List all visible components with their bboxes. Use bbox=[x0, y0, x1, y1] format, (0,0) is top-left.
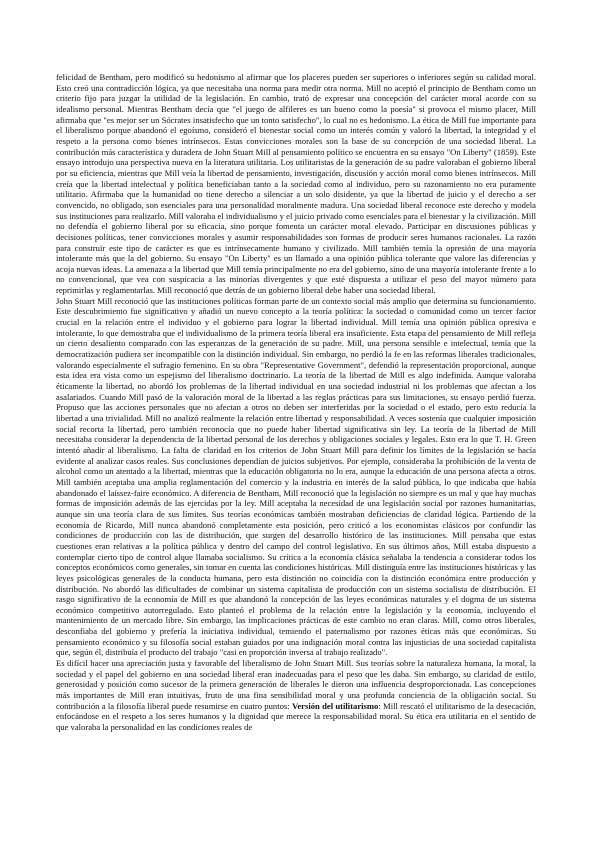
paragraph-text: felicidad de Bentham, pero modificó su hedonismo al afirmar que los placeres pueden ser superiores o inferiores según su calidad moral. Esto creó una contradicción lógica, ya que necesitaba una norma para medir otra norma. Mill no aceptó el principio de Bentham como un criterio fijo para juzgar la utilidad de la legislación. En cambio, trató de expresar una concepción del carácter moral acorde con su idealismo personal. Mientras Bentham decía que "el juego de alfileres es tan bueno como la poesía" si provoca el mismo placer, Mill afirmaba que "es mejor ser un Sócrates insatisfecho que un tonto satisfecho", lo cual no es hedonismo. La ética de Mill fue importante para el liberalismo porque abandonó el egoísmo, consideró el bienestar social como un interés común y valoró la libertad, la integridad y el respeto a la persona como bienes intrínsecos. Estas convicciones morales son la base de su concepción de una sociedad liberal. La contribución más característica y duradera de John Stuart Mill al pensamiento político se encuentra en su ensayo "On Liberty" (1859). Este ensayo introdujo una perspectiva nueva en la literatura utilitaria. Los utilitaristas de la generación de su padre valoraban el gobierno liberal por su eficiencia, mientras que Mill veía la libertad de pensamiento, investigación, discusión y acción moral como bienes intrínsecos. Mill creía que la libertad intelectual y política beneficiaban tanto a la sociedad como al individuo, pero su razonamiento no era puramente utilitario. Afirmaba que la humanidad no tiene derecho a silenciar a un solo disidente, ya que la libertad de juicio y el derecho a ser convencido, no obligado, son esenciales para una personalidad moralmente madura. Una sociedad liberal reconoce este derecho y modela sus instituciones para realizarlo. Mill valoraba el individualismo y el juicio privado como esenciales para el bienestar y la civilización. Mill no defendía el gobierno liberal por su eficacia, sino porque fomenta un carácter moral elevado. Participar en discusiones públicas y decisiones políticas, tener convicciones morales y asumir responsabilidades son formas de producir seres humanos racionales. La razón para construir este tipo de carácter es que es intrínsecamente humano y civilizado. Mill también temía la opresión de una mayoría intolerante más que la del gobierno. Su ensayo "On Liberty" es un llamado a una opinión pública tolerante que valore las diferencias y acoja nuevas ideas. La amenaza a la libertad que Mill temía principalmente no era del gobierno, sino de una mayoría intolerante frente a lo no convencional, que vea con suspicacia a las minorías divergentes y que esté dispuesta a utilizar el peso del mayor número para reprimirlas y reglamentarlas. Mill reconoció que detrás de un gobierno liberal debe haber una sociedad liberal. bbox=[56, 72, 536, 296]
paragraph-appreciation bbox=[56, 658, 536, 733]
bold-term: Versión del utilitarismo bbox=[291, 700, 379, 711]
document-page bbox=[56, 72, 536, 733]
paragraph-text: John Stuart Mill reconoció que las instituciones políticas forman parte de un contexto social más amplio que determina su funcionamiento. Este descubrimiento fue significativo y añadió un nuevo concepto a la teoría política: la sociedad o comunidad como un tercer factor crucial en la relación entre el individuo y el gobierno para lograr la libertad individual. Mill temía una opinión pública opresiva e intolerante, lo que demostraba que el individualismo de la primera teoría liberal era insuficiente. Esta etapa del pensamiento de Mill refleja un cierto desaliento comparado con las esperanzas de la generación de su padre. Mill, una persona sensible e intelectual, temía que la democratización pudiera ser incompatible con la distinción individual. Sin embargo, no perdió la fe en las reformas liberales tradicionales, valorando especialmente el sufragio femenino. En su obra "Representative Government", defendió la representación proporcional, aunque esta idea era vista como un espejismo del liberalismo doctrinario. La teoría de la libertad de Mill es algo indefinida. Aunque valoraba éticamente la libertad, no abordó los problemas de la libertad individual en una sociedad industrial ni los problemas que afectan a los asalariados. Cuando Mill pasó de la valoración moral de la libertad a las reglas prácticas para sus limitaciones, su ensayo perdió fuerza. Propuso que las acciones personales que no afectan a otros no deben ser interferidas por la sociedad o el estado, pero esto reducía la libertad a una trivialidad. Mill no analizó realmente la relación entre libertad y responsabilidad. A veces sostenía que cualquier imposición social recorta la libertad, pero también reconocía que no puede haber libertad significativa sin ley. La teoría de la libertad de Mill necesitaba considerar la dependencia de la libertad personal de los derechos y obligaciones sociales y legales. Esto era lo que T. H. Green intentó añadir al liberalismo. La falta de claridad en los criterios de John Stuart Mill para definir los límites de la legislación se hacía evidente al analizar casos reales. Sus conclusiones dependían de juicios subjetivos. Por ejemplo, consideraba la prohibición de la venta de alcohol como un atentado a la libertad, mientras que la educación obligatoria no lo era, aunque la educación de una persona afecta a otros. Mill también aceptaba una amplia reglamentación del comercio y la industria en interés de la salud pública, lo que indicaba que había abandonado el laissez-faire económico. A diferencia de Bentham, Mill reconoció que la legislación no siempre es un mal y que hay muchas formas de imposición además de las ejercidas por la ley. Mill aceptaba la necesidad de una legislación social por razones humanitarias, aunque sin una teoría clara de sus límites. Sus teorías económicas también mostraban deficiencias de claridad lógica. Partiendo de la economía de Ricardo, Mill nunca abandonó completamente esta posición, pero criticó a los economistas clásicos por confundir las condiciones de producción con las de distribución, que surgen del desarrollo histórico de las instituciones. Mill pensaba que estas cuestiones eran relativas a la política pública y dentro del campo del control legislativo. En sus últimos años, Mill estaba dispuesto a contemplar cierto tipo de control alque llamaba socialismo. Su crítica a la economía clásica señalaba la tendencia a considerar todos los conceptos económicos como generales, sin tomar en cuenta las condiciones históricas. Mill distinguía entre las instituciones históricas y las leyes psicológicas generales de la conducta humana, pero esta distinción no coincidía con la distinción económica entre producción y distribución. No abordó las dificultades de combinar un sistema capitalista de producción con un sistema socialista de distribución. El rasgo significativo de la economía de Mill es que abandonó la concepción de las leyes económicas naturales y el dogma de un sistema económico competitivo autorregulado. Esto planteó el problema de la relación entre la legislación y la economía, incluyendo el mantenimiento de un mercado libre. Sin embargo, las implicaciones prácticas de este cambio no eran claras. Mill, como otros liberales, desconfiaba del gobierno y prefería la iniciativa individual, temiendo el paternalismo por razones éticas más que económicas. Su pensamiento económico y su filosofía social estaban guiados por una indignación moral contra las injusticias de una sociedad capitalista que, según él, distribuía el producto del trabajo "casi en proporción inversa al trabajo realizado". bbox=[56, 295, 536, 658]
paragraph-institutions-society bbox=[56, 296, 536, 658]
paragraph-bentham-mill bbox=[56, 72, 536, 296]
paragraph-text-continuation: : Mill rescató el utilitarismo de la desecación, enfocándose en el respeto a los seres humanos y la dignidad que merece la responsabilidad moral. Su ética era utilitaria en el sentido de que valoraba la personalidad en las condiciones reales de bbox=[56, 700, 537, 733]
paragraph-text: Es difícil hacer una apreciación justa y favorable del liberalismo de John Stuart Mill. Sus teorías sobre la naturaleza humana, la moral, la sociedad y el papel del gobierno en una sociedad liberal eran inadecuadas para el peso que les daba. Sin embargo, su claridad de estilo, generosidad y posición como sucesor de la primera generación de liberales le dieron una influencia desproporcionada. Las concepciones más importantes de Mill eran intuitivas, fruto de una fina sensibilidad moral y una profunda conciencia de la obligación social. Su contribución a la filosofía liberal puede resumirse en cuatro puntos: bbox=[56, 658, 536, 711]
